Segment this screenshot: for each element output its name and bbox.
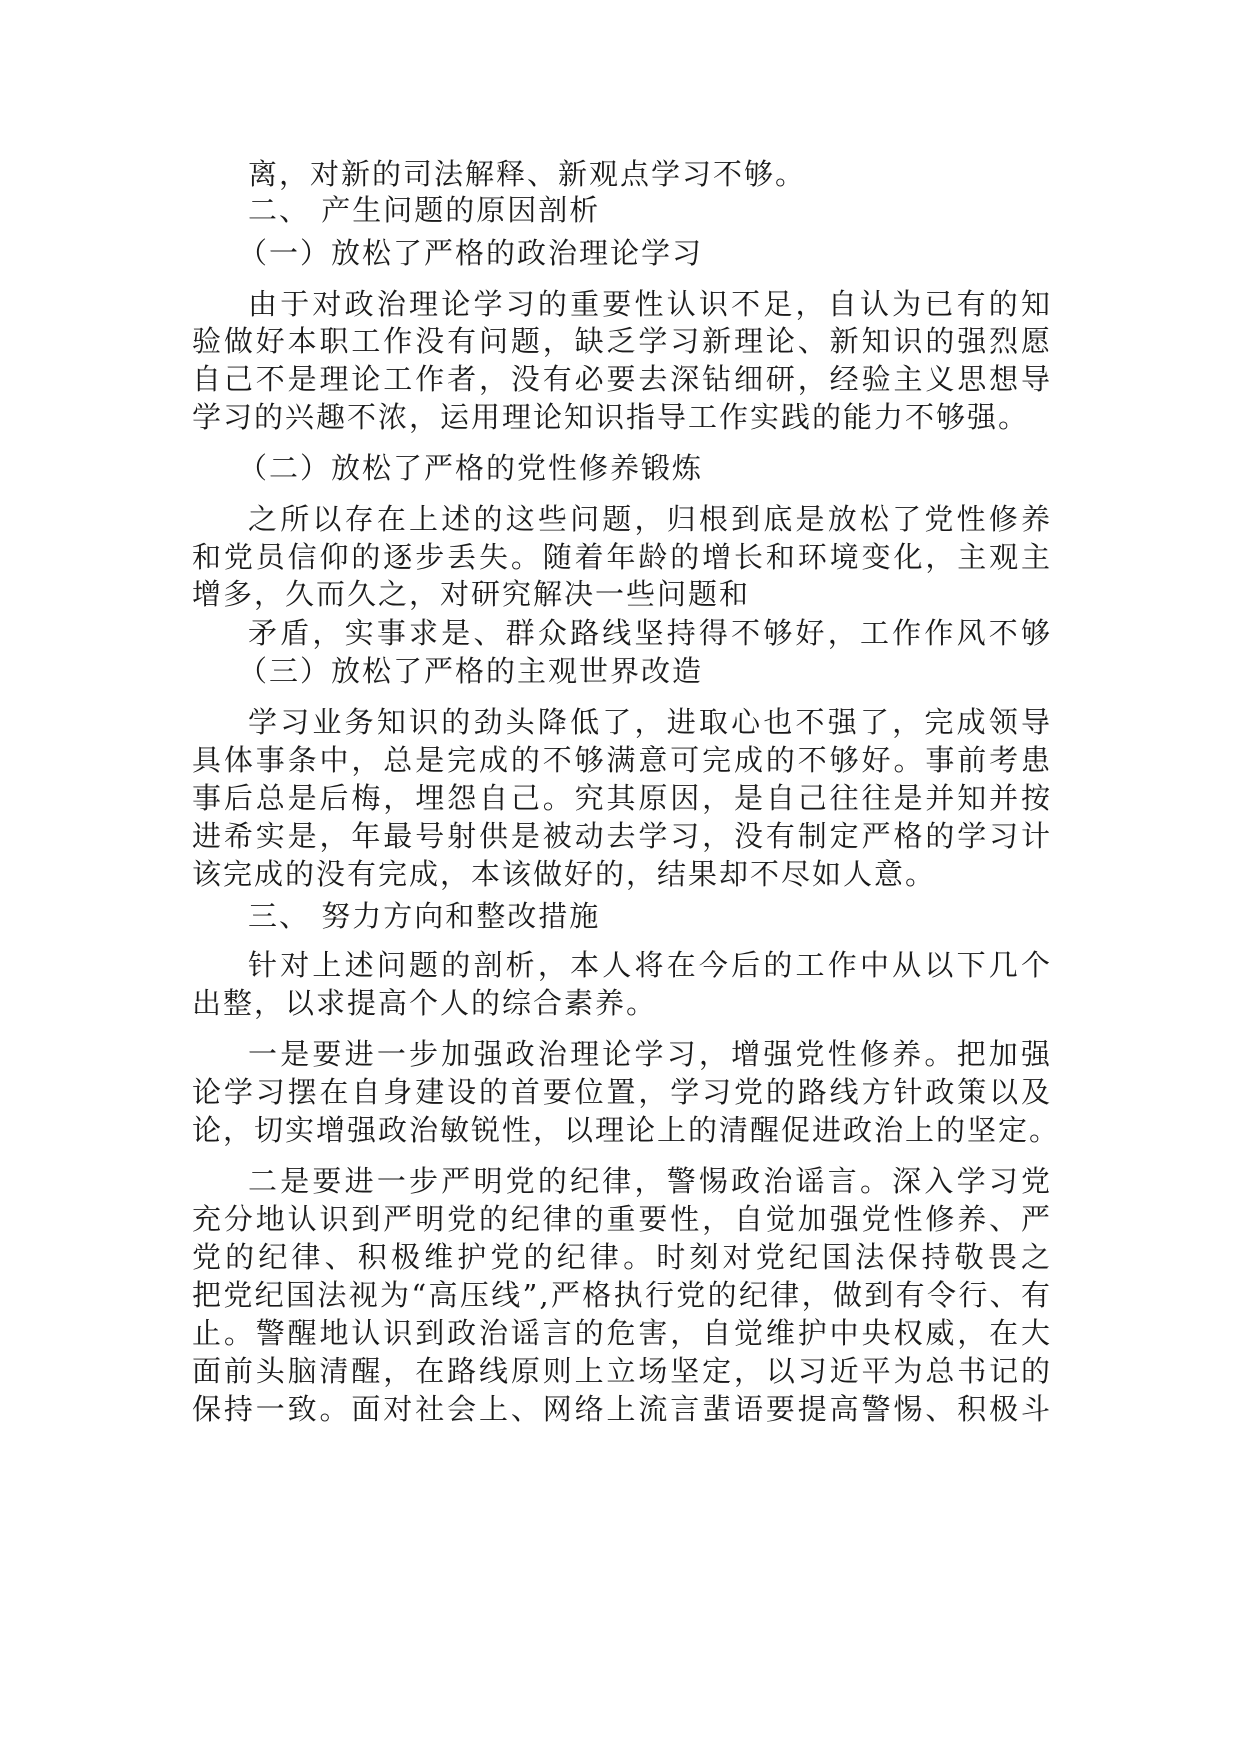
text-line: 充分地认识到严明党的纪律的重要性，自觉加强党性修养、严: [192, 1202, 1052, 1236]
text-line: 学习业务知识的劲头降低了，进取心也不强了，完成领导: [248, 705, 1052, 739]
text-line: 矛盾，实事求是、群众路线坚持得不够好，工作作风不够: [248, 616, 1052, 650]
text-line: 止。警醒地认识到政治谣言的危害，自觉维护中央权威，在大: [192, 1316, 1052, 1350]
text-line: 由于对政治理论学习的重要性认识不足，自认为已有的知: [248, 287, 1052, 321]
subheading-2: （二）放松了严格的党性修养锻炼: [238, 451, 704, 485]
text-line: 事后总是后梅，埋怨自己。究其原因，是自己往往是并知并按: [192, 781, 1052, 815]
text-line: 该完成的没有完成，本该做好的，结果却不尽如人意。: [192, 857, 937, 891]
text-line: 学习的兴趣不浓，运用理论知识指导工作实践的能力不够强。: [192, 400, 1030, 434]
text-line: 一是要进一步加强政治理论学习，增强党性修养。把加强: [248, 1037, 1052, 1071]
text-line: 之所以存在上述的这些问题，归根到底是放松了党性修养: [248, 502, 1052, 536]
text-line: 保持一致。面对社会上、网络上流言蜚语要提高警惕、积极斗: [192, 1392, 1052, 1426]
text-line: 具体事条中，总是完成的不够满意可完成的不够好。事前考患: [192, 743, 1052, 777]
text-line: 二是要进一步严明党的纪律，警惕政治谣言。深入学习党: [248, 1164, 1052, 1198]
text-line: 和党员信仰的逐步丢失。随着年龄的增长和环境变化，主观主: [192, 540, 1052, 574]
text-line: 论学习摆在自身建设的首要位置，学习党的路线方针政策以及: [192, 1075, 1052, 1109]
text-line: 针对上述问题的剖析，本人将在今后的工作中从以下几个: [248, 948, 1052, 982]
text-line: 出整，以求提高个人的综合素养。: [192, 986, 658, 1020]
text-line: 验做好本职工作没有问题，缺乏学习新理论、新知识的强烈愿: [192, 324, 1052, 358]
text-line: 党的纪律、积极维护党的纪律。时刻对党纪国法保持敬畏之: [192, 1240, 1052, 1274]
text-line: 离，对新的司法解释、新观点学习不够。: [248, 157, 807, 191]
text-line: 自己不是理论工作者，没有必要去深钻细研，经验主义思想导: [192, 362, 1052, 396]
section-heading-3: 三、 努力方向和整改措施: [248, 899, 601, 933]
subheading-3: （三）放松了严格的主观世界改造: [238, 654, 704, 688]
text-line: 增多，久而久之，对研究解决一些问题和: [192, 577, 751, 611]
text-line: 论，切实增强政治敏锐性，以理论上的清醒促进政治上的坚定。: [192, 1113, 1061, 1147]
text-line: 面前头脑清醒，在路线原则上立场坚定，以习近平为总书记的: [192, 1354, 1052, 1388]
subheading-1: （一）放松了严格的政治理论学习: [238, 236, 704, 270]
section-heading-2: 二、 产生问题的原因剖析: [248, 193, 601, 227]
text-line: 进希实是，年最号射供是被动去学习，没有制定严格的学习计: [192, 819, 1052, 853]
text-line: 把党纪国法视为“高压线”,严格执行党的纪律，做到有令行、有: [192, 1278, 1052, 1312]
